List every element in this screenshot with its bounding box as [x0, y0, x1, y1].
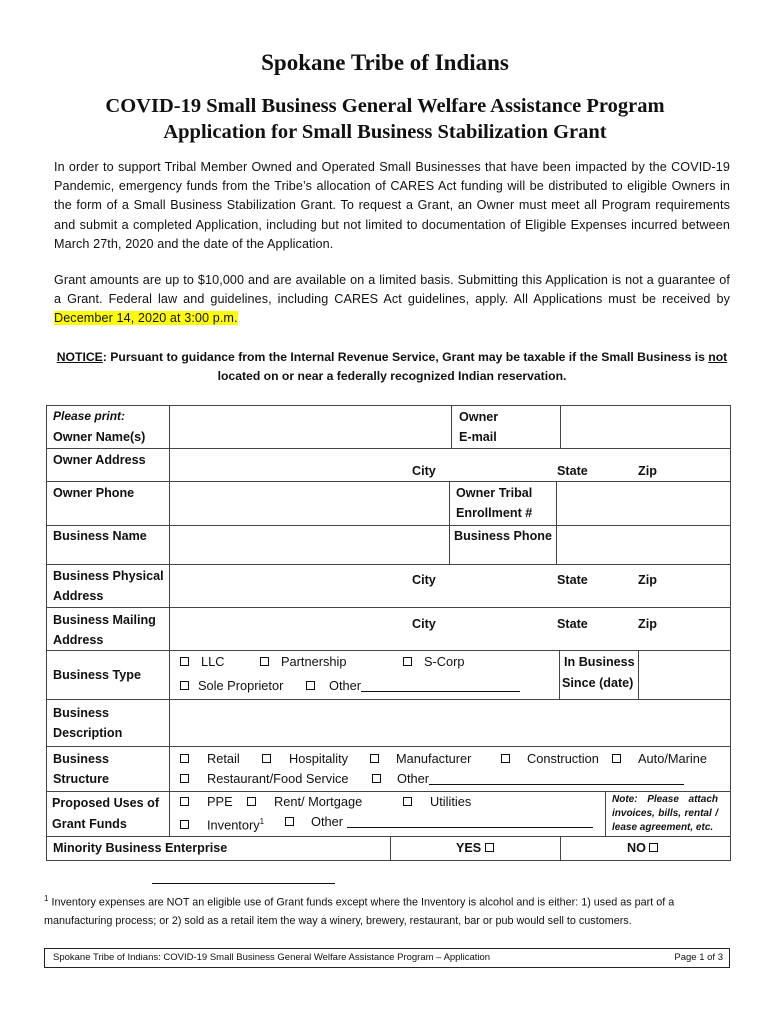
- checkbox[interactable]: [649, 843, 658, 852]
- checkbox[interactable]: [180, 754, 189, 763]
- in-business-since-field[interactable]: [638, 650, 731, 700]
- type-other-option[interactable]: Other: [306, 676, 520, 696]
- physical-state-label: State: [557, 573, 588, 587]
- uses-inventory-option[interactable]: Inventory$^1$: [180, 812, 264, 835]
- checkbox[interactable]: [370, 754, 379, 763]
- checkbox[interactable]: [372, 774, 381, 783]
- footnote-marker: 1: [44, 894, 49, 903]
- checkbox[interactable]: [485, 843, 494, 852]
- structure-other-line[interactable]: [429, 772, 684, 785]
- program-title-line2: Application for Small Business Stabilization Grant: [163, 121, 607, 143]
- intro-paragraph-2: [54, 271, 730, 329]
- footer-left: Spokane Tribe of Indians: COVID-19 Small Business General Welfare Assistance Program – Application: [53, 952, 491, 963]
- business-desc-label-1: Business: [53, 706, 109, 720]
- owner-phone-label: Owner Phone: [53, 486, 135, 500]
- owner-phone-field[interactable]: [169, 481, 450, 526]
- checkbox[interactable]: [180, 657, 189, 666]
- in-business-label-2: Since (date): [562, 676, 634, 690]
- uses-rent-option[interactable]: Rent/ Mortgage: [247, 792, 362, 812]
- in-business-label-1: In Business: [564, 655, 635, 669]
- checkbox[interactable]: [306, 681, 315, 690]
- checkbox[interactable]: [247, 797, 256, 806]
- business-mailing-label-1: Business Mailing: [53, 613, 156, 627]
- footnote-rule: [152, 883, 335, 884]
- uses-ppe-option[interactable]: PPE: [180, 792, 233, 812]
- business-description-field[interactable]: [169, 699, 731, 747]
- business-phone-field[interactable]: [556, 525, 731, 565]
- checkbox[interactable]: [403, 797, 412, 806]
- structure-construction-option[interactable]: Construction: [501, 749, 599, 769]
- tribal-enrollment-field[interactable]: [556, 481, 731, 526]
- inventory-footnote-ref: 1: [259, 817, 265, 826]
- proposed-uses-label-1: Proposed Uses of: [52, 796, 160, 810]
- structure-hospitality-option[interactable]: Hospitality: [262, 749, 348, 769]
- please-print: Please print:: [53, 409, 126, 423]
- intro-paragraph-2-text: Grant amounts are up to $10,000 and are available on a limited basis. Submitting this Application is not a guarantee of a Grant. Federal law and guidelines, including CARES Act guidelines, apply. All Applications must be received by: [54, 273, 730, 307]
- minority-no-option[interactable]: NO: [627, 838, 658, 858]
- physical-city-label: City: [412, 573, 436, 587]
- checkbox[interactable]: [403, 657, 412, 666]
- page-number: Page 1 of 3: [674, 952, 723, 963]
- checkbox[interactable]: [612, 754, 621, 763]
- business-mailing-label-2: Address: [53, 633, 104, 647]
- minority-yes-option[interactable]: YES: [456, 838, 494, 858]
- business-type-label: Business Type: [53, 668, 141, 682]
- minority-label: Minority Business Enterprise: [53, 841, 228, 855]
- mailing-city-label: City: [412, 617, 436, 631]
- footnote-text: Inventory expenses are NOT an eligible use of Grant funds except where the Inventory is alcohol and is either: 1) used as part of a manufacturing process; or 2) sold as a retail item the way a winery, brewery, restaurant, bar or pub would sell to customers.: [44, 896, 675, 927]
- business-physical-label-2: Address: [53, 589, 104, 603]
- notice-text-2: located on or near a federally recognized Indian reservation.: [217, 369, 567, 383]
- uses-other-line[interactable]: [347, 815, 593, 828]
- checkbox[interactable]: [180, 820, 189, 829]
- structure-auto-option[interactable]: Auto/Marine: [612, 749, 707, 769]
- type-llc-option[interactable]: LLC: [180, 652, 224, 672]
- business-structure-label-1: Business: [53, 752, 109, 766]
- program-title: [0, 93, 770, 145]
- owner-zip-label: Zip: [638, 464, 657, 478]
- checkbox[interactable]: [285, 817, 294, 826]
- deadline-highlight: December 14, 2020 at 3:00 p.m.: [54, 311, 238, 326]
- type-scorp-option[interactable]: S-Corp: [403, 652, 465, 672]
- checkbox[interactable]: [180, 681, 189, 690]
- checkbox[interactable]: [180, 797, 189, 806]
- owner-tribal-label-1: Owner Tribal: [456, 486, 533, 500]
- type-partnership-option[interactable]: Partnership: [260, 652, 346, 672]
- owner-names-label: Owner Name(s): [53, 430, 146, 444]
- structure-retail-option[interactable]: Retail: [180, 749, 240, 769]
- business-name-label: Business Name: [53, 529, 147, 543]
- intro-paragraph-1: In order to support Tribal Member Owned and Operated Small Businesses that have been impacted by the COVID-19 Pandemic, emergency funds from the Tribe’s allocation of CARES Act funding will be distributed to eligible Owners in the form of a Small Business Stabilization Grant. To request a Grant, an Owner must meet all Program requirements and submit a completed Application, including but not limited to documentation of Eligible Expenses incurred between March 27th, 2020 and the date of the Application.: [54, 160, 730, 251]
- uses-utilities-option[interactable]: Utilities: [403, 792, 471, 812]
- checkbox[interactable]: [260, 657, 269, 666]
- checkbox[interactable]: [262, 754, 271, 763]
- footnote: [44, 890, 734, 930]
- type-sole-option[interactable]: Sole Proprietor: [180, 676, 283, 696]
- program-title-line1: COVID-19 Small Business General Welfare Assistance Program: [105, 95, 665, 117]
- business-phone-label: Business Phone: [454, 529, 552, 543]
- owner-email-label-2: E-mail: [459, 430, 497, 444]
- type-other-line[interactable]: [361, 679, 520, 692]
- owner-email-label-1: Owner: [459, 410, 499, 424]
- attach-note: Note: Please attach invoices, bills, rental / lease agreement, etc.: [612, 794, 718, 833]
- owner-email-field[interactable]: [560, 405, 731, 449]
- owner-name-field[interactable]: [169, 405, 452, 449]
- business-physical-label-1: Business Physical: [53, 569, 164, 583]
- owner-address-label: Owner Address: [53, 453, 146, 467]
- physical-zip-label: Zip: [638, 573, 657, 587]
- checkbox[interactable]: [501, 754, 510, 763]
- tribe-title: Spokane Tribe of Indians: [261, 50, 509, 75]
- notice-label: NOTICE: [56, 350, 103, 364]
- business-desc-label-2: Description: [53, 726, 123, 740]
- structure-other-option[interactable]: Other: [372, 769, 684, 789]
- owner-city-label: City: [412, 464, 436, 478]
- checkbox[interactable]: [180, 774, 189, 783]
- business-name-field[interactable]: [169, 525, 450, 565]
- structure-manufacturer-option[interactable]: Manufacturer: [370, 749, 471, 769]
- notice-not: not: [708, 350, 728, 364]
- proposed-uses-label-2: Grant Funds: [52, 817, 127, 831]
- notice: [54, 348, 730, 386]
- owner-tribal-label-2: Enrollment #: [456, 506, 533, 520]
- page-footer: [44, 948, 730, 968]
- structure-restaurant-option[interactable]: Restaurant/Food Service: [180, 769, 349, 789]
- mailing-zip-label: Zip: [638, 617, 657, 631]
- owner-state-label: State: [557, 464, 588, 478]
- notice-text-1: : Pursuant to guidance from the Internal Revenue Service, Grant may be taxable if the Small Business is: [102, 350, 709, 364]
- uses-other-option[interactable]: Other: [285, 812, 593, 832]
- mailing-state-label: State: [557, 617, 588, 631]
- business-structure-label-2: Structure: [53, 772, 109, 786]
